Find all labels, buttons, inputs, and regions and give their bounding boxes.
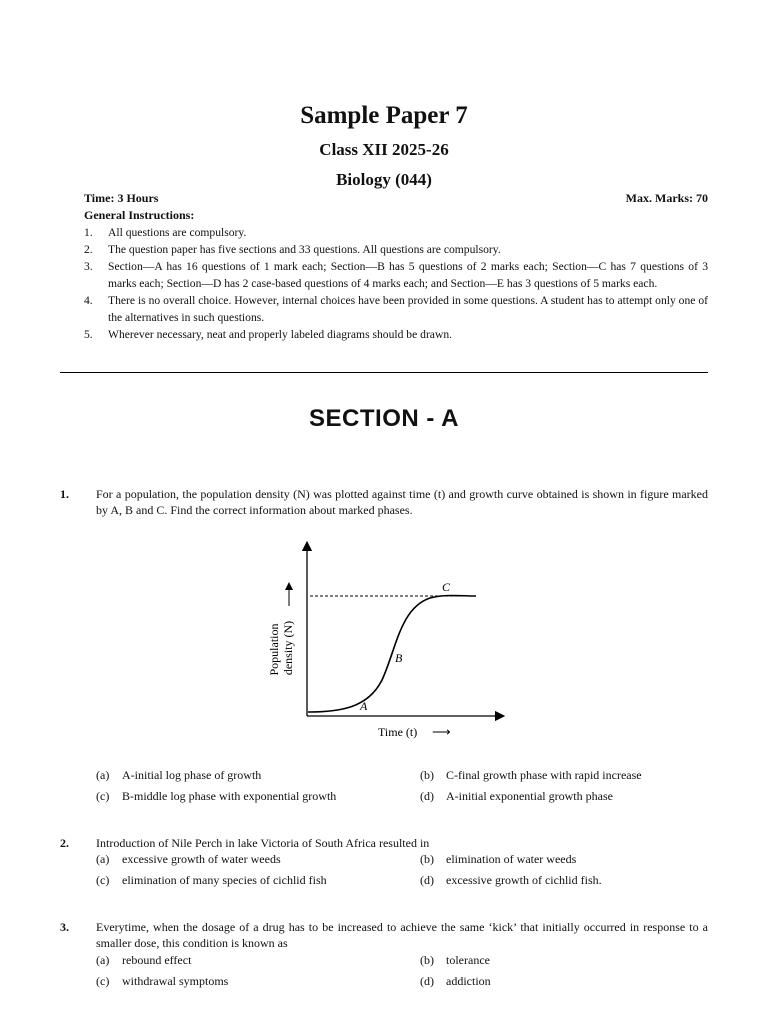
y-axis-label-line2: density (N) [281,620,295,676]
point-label-c: C [442,580,451,594]
option-a[interactable] [96,765,420,786]
instruction-text: All questions are compulsory. [108,226,247,239]
time-label: Time: 3 Hours [84,191,159,205]
instruction-text: Section—A has 16 questions of 1 mark each; Section—B has 5 questions of 2 marks each; Section—C has 7 questions of 3 marks each; Section—D has 2 case-based questions of 4 marks each; and Section—E has 3 questions of 5 marks each. [108,260,708,290]
question-2-options [96,849,708,891]
class-line: Class XII 2025-26 [319,140,449,159]
instruction-text: There is no overall choice. However, internal choices have been provided in some questions. A student has to attempt only one of the alternatives in such questions. [108,294,708,324]
sigmoid-growth-curve [308,596,476,713]
option-label: (d) [420,789,434,803]
option-label: (b) [420,768,434,782]
option-b[interactable] [420,849,708,870]
instruction-number: 4. [84,294,93,307]
instruction-text: The question paper has five sections and 33 questions. All questions are compulsory. [108,243,501,256]
option-label: (c) [96,789,110,803]
instruction-item [84,241,708,258]
question-3 [60,919,708,951]
option-text: elimination of many species of cichlid fish [122,873,327,887]
option-text: elimination of water weeds [446,852,577,866]
header-divider [60,372,708,373]
growth-curve-figure [260,538,510,750]
option-text: addiction [446,974,491,988]
question-text: Introduction of Nile Perch in lake Victoria of South Africa resulted in [96,836,430,850]
option-label: (d) [420,873,434,887]
subject-line: Biology (044) [336,170,432,189]
option-text: B-middle log phase with exponential growth [122,789,337,803]
option-label: (c) [96,873,110,887]
question-text: For a population, the population density (N) was plotted against time (t) and growth curve obtained is shown in figure marked by A, B and C. Find the correct information about marked phases. [96,487,708,517]
option-label: (d) [420,974,434,988]
option-text: excessive growth of cichlid fish. [446,873,602,887]
option-b[interactable] [420,950,708,971]
option-label: (a) [96,768,110,782]
option-d[interactable] [420,971,708,992]
option-d[interactable] [420,786,708,807]
option-c[interactable] [96,786,420,807]
option-text: tolerance [446,953,490,967]
option-d[interactable] [420,870,708,891]
instruction-item [84,258,708,292]
question-3-options [96,950,708,992]
question-number: 3. [60,920,69,934]
question-text: Everytime, when the dosage of a drug has to be increased to achieve the same ‘kick’ that initially occurred in response to a smaller dose, this condition is known as [96,920,708,950]
option-text: rebound effect [122,953,192,967]
instructions-title: General Instructions: [84,208,195,222]
option-label: (a) [96,852,110,866]
instruction-number: 5. [84,328,93,341]
option-text: withdrawal symptoms [122,974,229,988]
instruction-text: Wherever necessary, neat and properly labeled diagrams should be drawn. [108,328,453,341]
option-text: C-final growth phase with rapid increase [446,768,642,782]
paper-title: Sample Paper 7 [300,102,468,129]
max-marks-label: Max. Marks: 70 [625,191,708,205]
x-axis-arrow: ⟶ [432,724,451,739]
point-label-b: B [395,651,403,665]
question-1 [60,486,708,518]
instruction-number: 2. [84,243,93,256]
option-label: (a) [96,953,110,967]
option-text: A-initial log phase of growth [122,768,262,782]
instruction-item [84,326,708,343]
question-number: 1. [60,487,69,501]
instructions-list [84,224,708,343]
option-c[interactable] [96,971,420,992]
x-axis-label: Time (t) [378,725,418,739]
instruction-item [84,292,708,326]
y-axis-label-line1: Population [267,623,281,676]
section-heading: SECTION - A [309,405,459,432]
option-a[interactable] [96,849,420,870]
option-b[interactable] [420,765,708,786]
option-text: excessive growth of water weeds [122,852,281,866]
instruction-item [84,224,708,241]
question-1-options [96,765,708,807]
option-c[interactable] [96,870,420,891]
instruction-number: 1. [84,226,93,239]
option-label: (b) [420,953,434,967]
point-label-a: A [360,699,368,713]
y-axis-label [267,620,295,675]
option-label: (c) [96,974,110,988]
option-text: A-initial exponential growth phase [446,789,613,803]
instruction-number: 3. [84,260,93,273]
option-a[interactable] [96,950,420,971]
option-label: (b) [420,852,434,866]
question-number: 2. [60,836,69,850]
